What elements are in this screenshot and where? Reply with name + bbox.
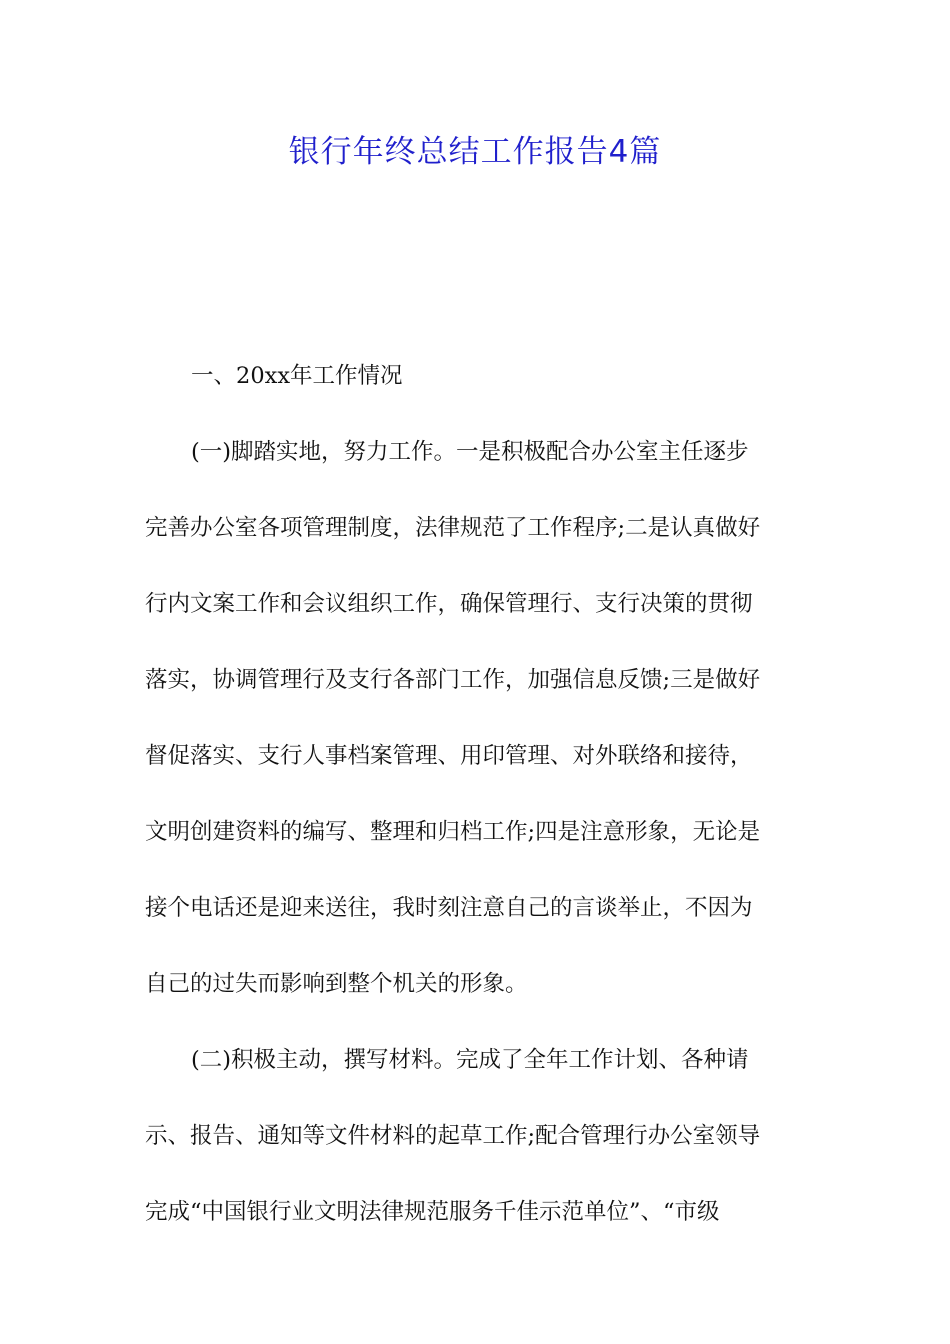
document-title: 银行年终总结工作报告4篇 xyxy=(288,134,662,170)
paragraph-line: 落实，协调管理行及支行各部门工作，加强信息反馈;三是做好 xyxy=(145,667,761,693)
paragraph-line: 示、报告、通知等文件材料的起草工作;配合管理行办公室领导 xyxy=(145,1123,761,1149)
paragraph-line: (二)积极主动，撰写材料。完成了全年工作计划、各种请 xyxy=(191,1047,749,1073)
paragraph-2 xyxy=(145,1022,810,1250)
paragraph-1 xyxy=(145,414,810,1022)
paragraph-line: 督促落实、支行人事档案管理、用印管理、对外联络和接待， xyxy=(145,743,753,769)
document-body xyxy=(145,338,810,1250)
paragraph-line: 文明创建资料的编写、整理和归档工作;四是注意形象，无论是 xyxy=(145,819,761,845)
paragraph-line: 接个电话还是迎来送往，我时刻注意自己的言谈举止，不因为 xyxy=(145,895,753,921)
paragraph-line: (一)脚踏实地，努力工作。一是积极配合办公室主任逐步 xyxy=(191,439,749,465)
section-heading: 一、20xx年工作情况 xyxy=(191,363,403,389)
paragraph-line: 完成“中国银行业文明法律规范服务千佳示范单位”、“市级 xyxy=(145,1199,720,1225)
paragraph-line: 自己的过失而影响到整个机关的形象。 xyxy=(145,971,528,997)
paragraph-line: 完善办公室各项管理制度，法律规范了工作程序;二是认真做好 xyxy=(145,515,761,541)
paragraph-line: 行内文案工作和会议组织工作，确保管理行、支行决策的贯彻 xyxy=(145,591,753,617)
